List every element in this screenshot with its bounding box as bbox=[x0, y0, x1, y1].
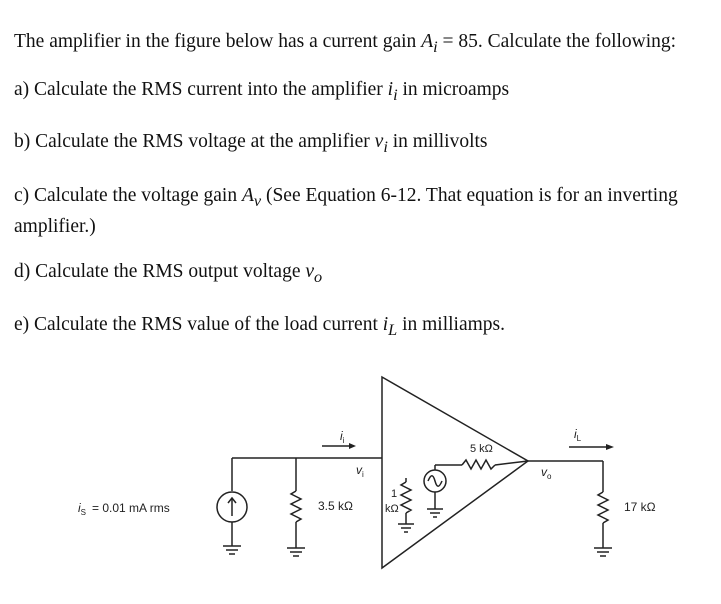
input-voltage-label: $v_i$ bbox=[356, 463, 364, 479]
part-c-text-end: (See Equation 6-12. That equation is for an inverting amplifier.) bbox=[14, 185, 678, 237]
part-d-var: v bbox=[305, 261, 315, 282]
intro-sub: i bbox=[433, 37, 438, 56]
ground-icon bbox=[287, 548, 305, 556]
part-a-sub: i bbox=[393, 85, 398, 104]
part-e-sub: L bbox=[388, 320, 398, 339]
part-e-text-end: in milliamps. bbox=[397, 314, 506, 335]
output-voltage-label: $v_o$ bbox=[541, 465, 552, 481]
intro-text-end: = 85. Calculate the following: bbox=[437, 31, 677, 52]
internal-resistor-top-label: 1 bbox=[391, 488, 398, 500]
load-resistor-label: 17 kΩ bbox=[624, 500, 656, 514]
part-c-text: c) Calculate the voltage gain bbox=[14, 185, 242, 206]
ground-icon bbox=[223, 546, 241, 554]
output-resistor-label: 5 kΩ bbox=[470, 443, 493, 455]
part-a-var: i bbox=[387, 79, 394, 100]
part-b-text-end: in millivolts bbox=[387, 131, 488, 152]
source-label: $i_S = 0.01$ mA rms bbox=[78, 501, 170, 517]
part-c-sub: v bbox=[253, 191, 262, 210]
load-current-label: $i_L$ bbox=[574, 427, 582, 443]
part-e-text: e) Calculate the RMS value of the load current bbox=[14, 314, 383, 335]
input-current-label: $i_i$ bbox=[340, 429, 345, 445]
part-b-sub: i bbox=[383, 137, 388, 156]
load-resistor-icon bbox=[598, 492, 608, 523]
intro-text: The amplifier in the figure below has a current gain bbox=[14, 31, 422, 52]
part-b-text: b) Calculate the RMS voltage at the amplifier bbox=[14, 131, 375, 152]
input-resistor-label: 3.5 kΩ bbox=[318, 499, 353, 513]
internal-resistor-icon bbox=[401, 482, 411, 513]
part-a-text-end: in microamps bbox=[397, 79, 510, 100]
part-a-text: a) Calculate the RMS current into the amplifier bbox=[14, 79, 388, 100]
amplifier-triangle bbox=[382, 377, 528, 568]
part-d-text: d) Calculate the RMS output voltage bbox=[14, 261, 306, 282]
part-e-var: i bbox=[382, 314, 389, 335]
part-d-sub: o bbox=[314, 267, 323, 286]
intro-var: A bbox=[421, 31, 434, 52]
output-resistor-icon bbox=[462, 460, 495, 469]
ground-icon bbox=[398, 524, 414, 532]
input-resistor-icon bbox=[291, 491, 301, 522]
ground-icon bbox=[427, 509, 443, 517]
ground-icon bbox=[594, 548, 612, 556]
part-c-var: A bbox=[241, 185, 254, 206]
internal-resistor-bottom-label: kΩ bbox=[385, 503, 399, 515]
part-b-var: v bbox=[374, 131, 384, 152]
